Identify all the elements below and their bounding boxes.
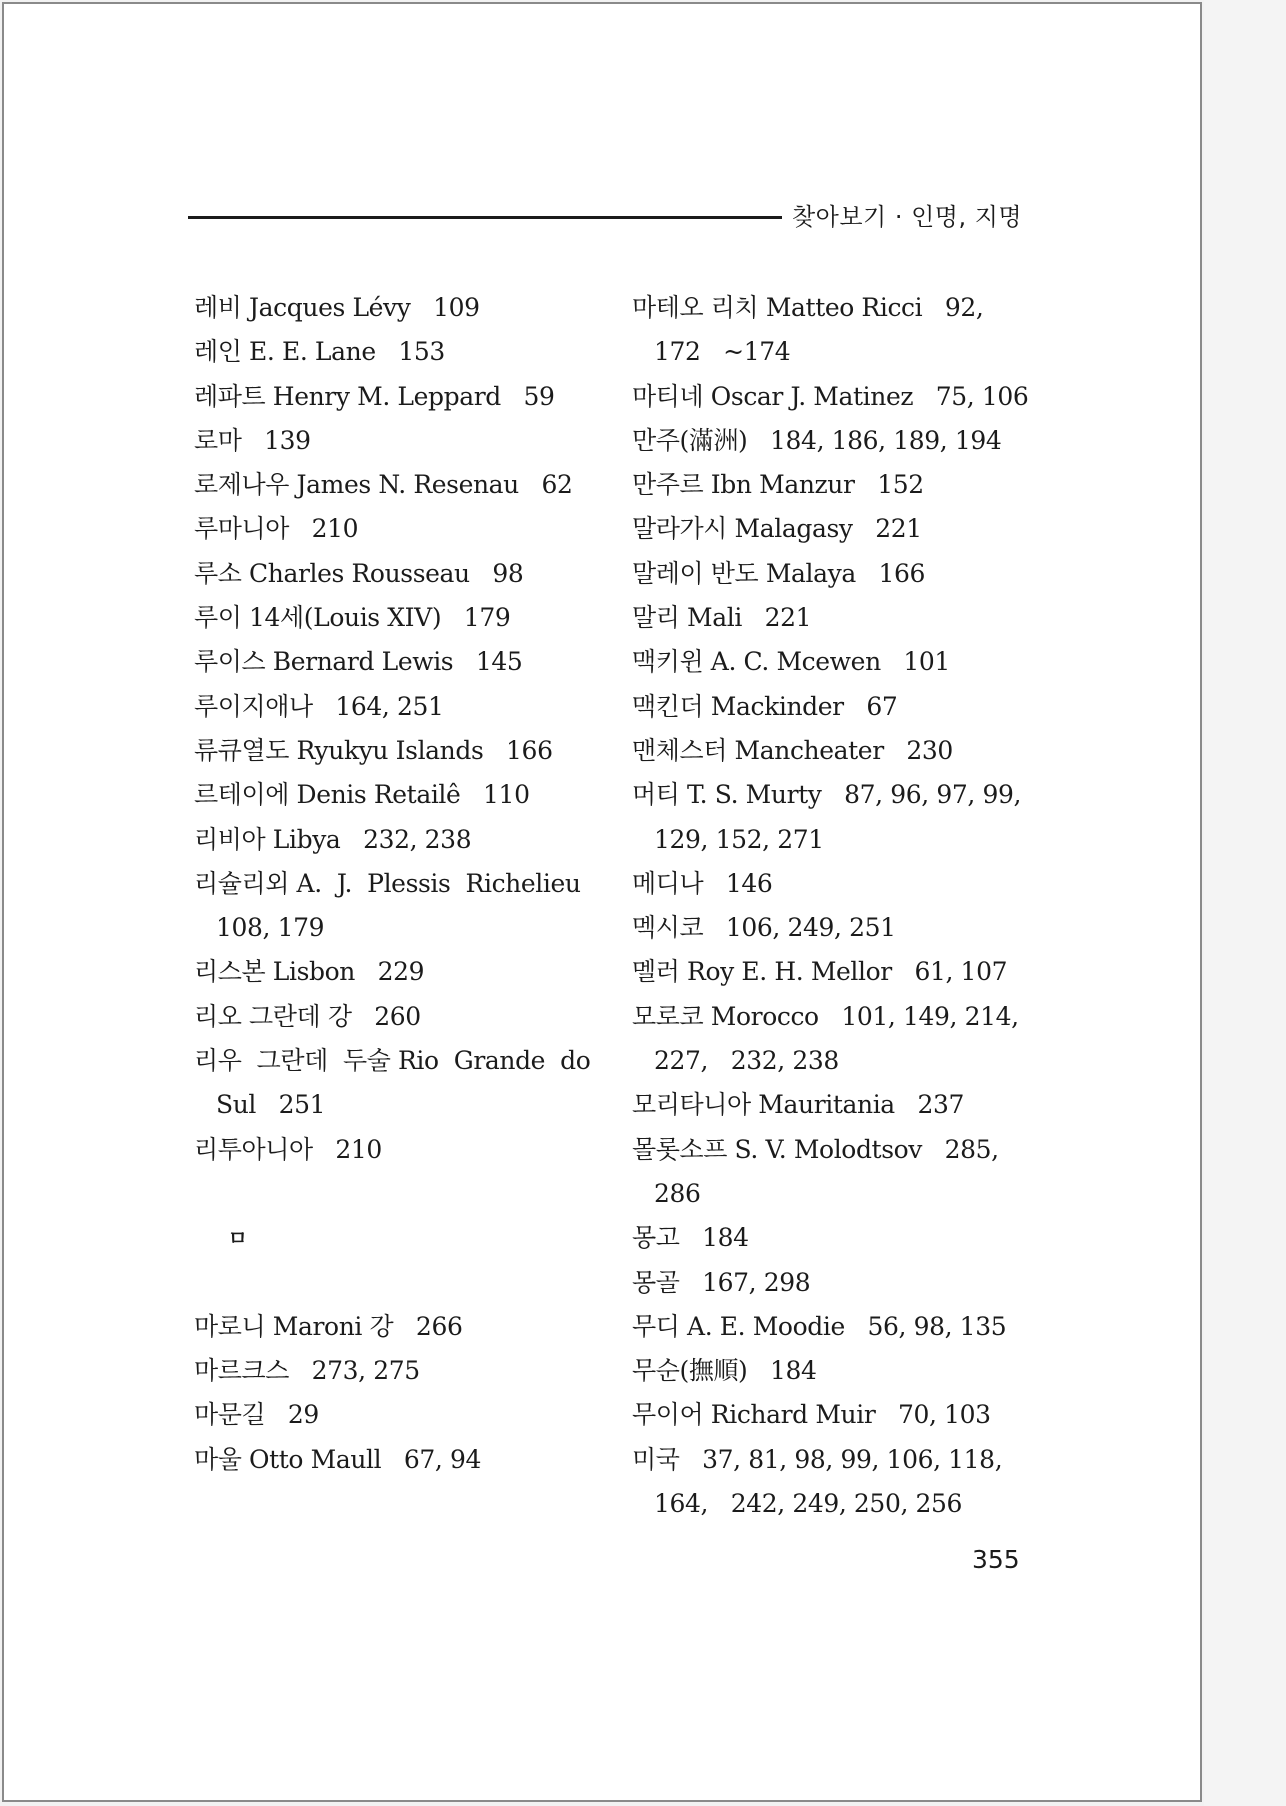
index-entry: 마문길 29 [194,1400,319,1430]
index-entry: 로마 139 [194,425,311,455]
index-entry: 몽고 184 [632,1223,749,1253]
index-entry: 맥키윈 A. C. Mcewen 101 [632,647,950,677]
index-entry: 모로코 Morocco 101, 149, 214, 227, 232, 238 [632,1001,1027,1076]
index-entry: 리스본 Lisbon 229 [194,957,425,987]
page-number: 355 [972,1545,1020,1574]
index-column-left [194,286,614,1482]
section-spacer [194,1261,594,1305]
section-spacer [194,1172,594,1216]
index-entry: 루이지애나 164, 251 [194,691,444,721]
viewer-background [1204,0,1286,1806]
index-entry: 리투아니아 210 [194,1134,382,1164]
index-entry: 루소 Charles Rousseau 98 [194,558,524,588]
index-entry: 만주르 Ibn Manzur 152 [632,470,924,500]
index-entry: 마테오 리치 Matteo Ricci 92, 172 ~174 [632,293,991,367]
index-entry: 멜러 Roy E. H. Mellor 61, 107 [632,957,1008,987]
index-entry: 루이스 Bernard Lewis 145 [194,647,523,677]
index-entry: 리슐리외 A. J. Plessis Richelieu 108, 179 [194,868,604,943]
index-entry: 레비 Jacques Lévy 109 [194,293,480,322]
index-entry: 맥킨더 Mackinder 67 [632,691,898,721]
index-entry: 몽골 167, 298 [632,1267,811,1297]
book-page [2,2,1202,1802]
index-entry: 멕시코 106, 249, 251 [632,913,896,943]
index-entry: 미국 37, 81, 98, 99, 106, 118, 164, 242, 249, 250, 256 [632,1444,1010,1519]
index-entry: 모리타니아 Mauritania 237 [632,1090,964,1120]
index-entry: 루이 14세(Louis XIV) 179 [194,603,511,633]
index-entry: 말리 Mali 221 [632,603,812,633]
index-entry: 무디 A. E. Moodie 56, 98, 135 [632,1311,1007,1341]
index-column-right [632,286,1044,1526]
index-entry: 마울 Otto Maull 67, 94 [194,1444,481,1474]
index-entry: 머티 T. S. Murty 87, 96, 97, 99, 129, 152, 271 [632,780,1044,854]
index-entry: 르테이에 Denis Retailê 110 [194,780,530,810]
index-entry: 리비아 Libya 232, 238 [194,824,472,854]
index-entry: 마티네 Oscar J. Matinez 75, 106 [632,381,1029,411]
index-entry: 무순(撫順) 184 [632,1356,817,1386]
index-entry: 레파트 Henry M. Leppard 59 [194,381,555,411]
index-entry: 레인 E. E. Lane 153 [194,337,445,367]
index-entry: 로제나우 James N. Resenau 62 [194,470,573,500]
header-rule [188,216,782,219]
index-entry: 마로니 Maroni 강 266 [194,1311,463,1341]
index-entry: 류큐열도 Ryukyu Islands 166 [194,735,553,765]
index-entry: 메디나 146 [632,868,773,898]
index-entry: 맨체스터 Mancheater 230 [632,735,953,765]
index-entry: 무이어 Richard Muir 70, 103 [632,1400,991,1430]
index-entry: 몰롯소프 S. V. Molodtsov 285, 286 [632,1134,1007,1208]
index-entry: 리오 그란데 강 260 [194,1001,421,1031]
index-entry: 마르크스 273, 275 [194,1356,420,1386]
index-entry: 만주(滿洲) 184, 186, 189, 194 [632,425,1002,455]
section-letter: ㅁ [228,1226,247,1251]
index-entry: 말레이 반도 Malaya 166 [632,558,926,588]
index-entry: 말라가시 Malagasy 221 [632,514,922,544]
index-entry: 루마니아 210 [194,514,359,544]
running-header: 찾아보기 · 인명, 지명 [792,203,1023,231]
index-entry: 리우 그란데 두술 Rio Grande do Sul 251 [194,1046,614,1120]
